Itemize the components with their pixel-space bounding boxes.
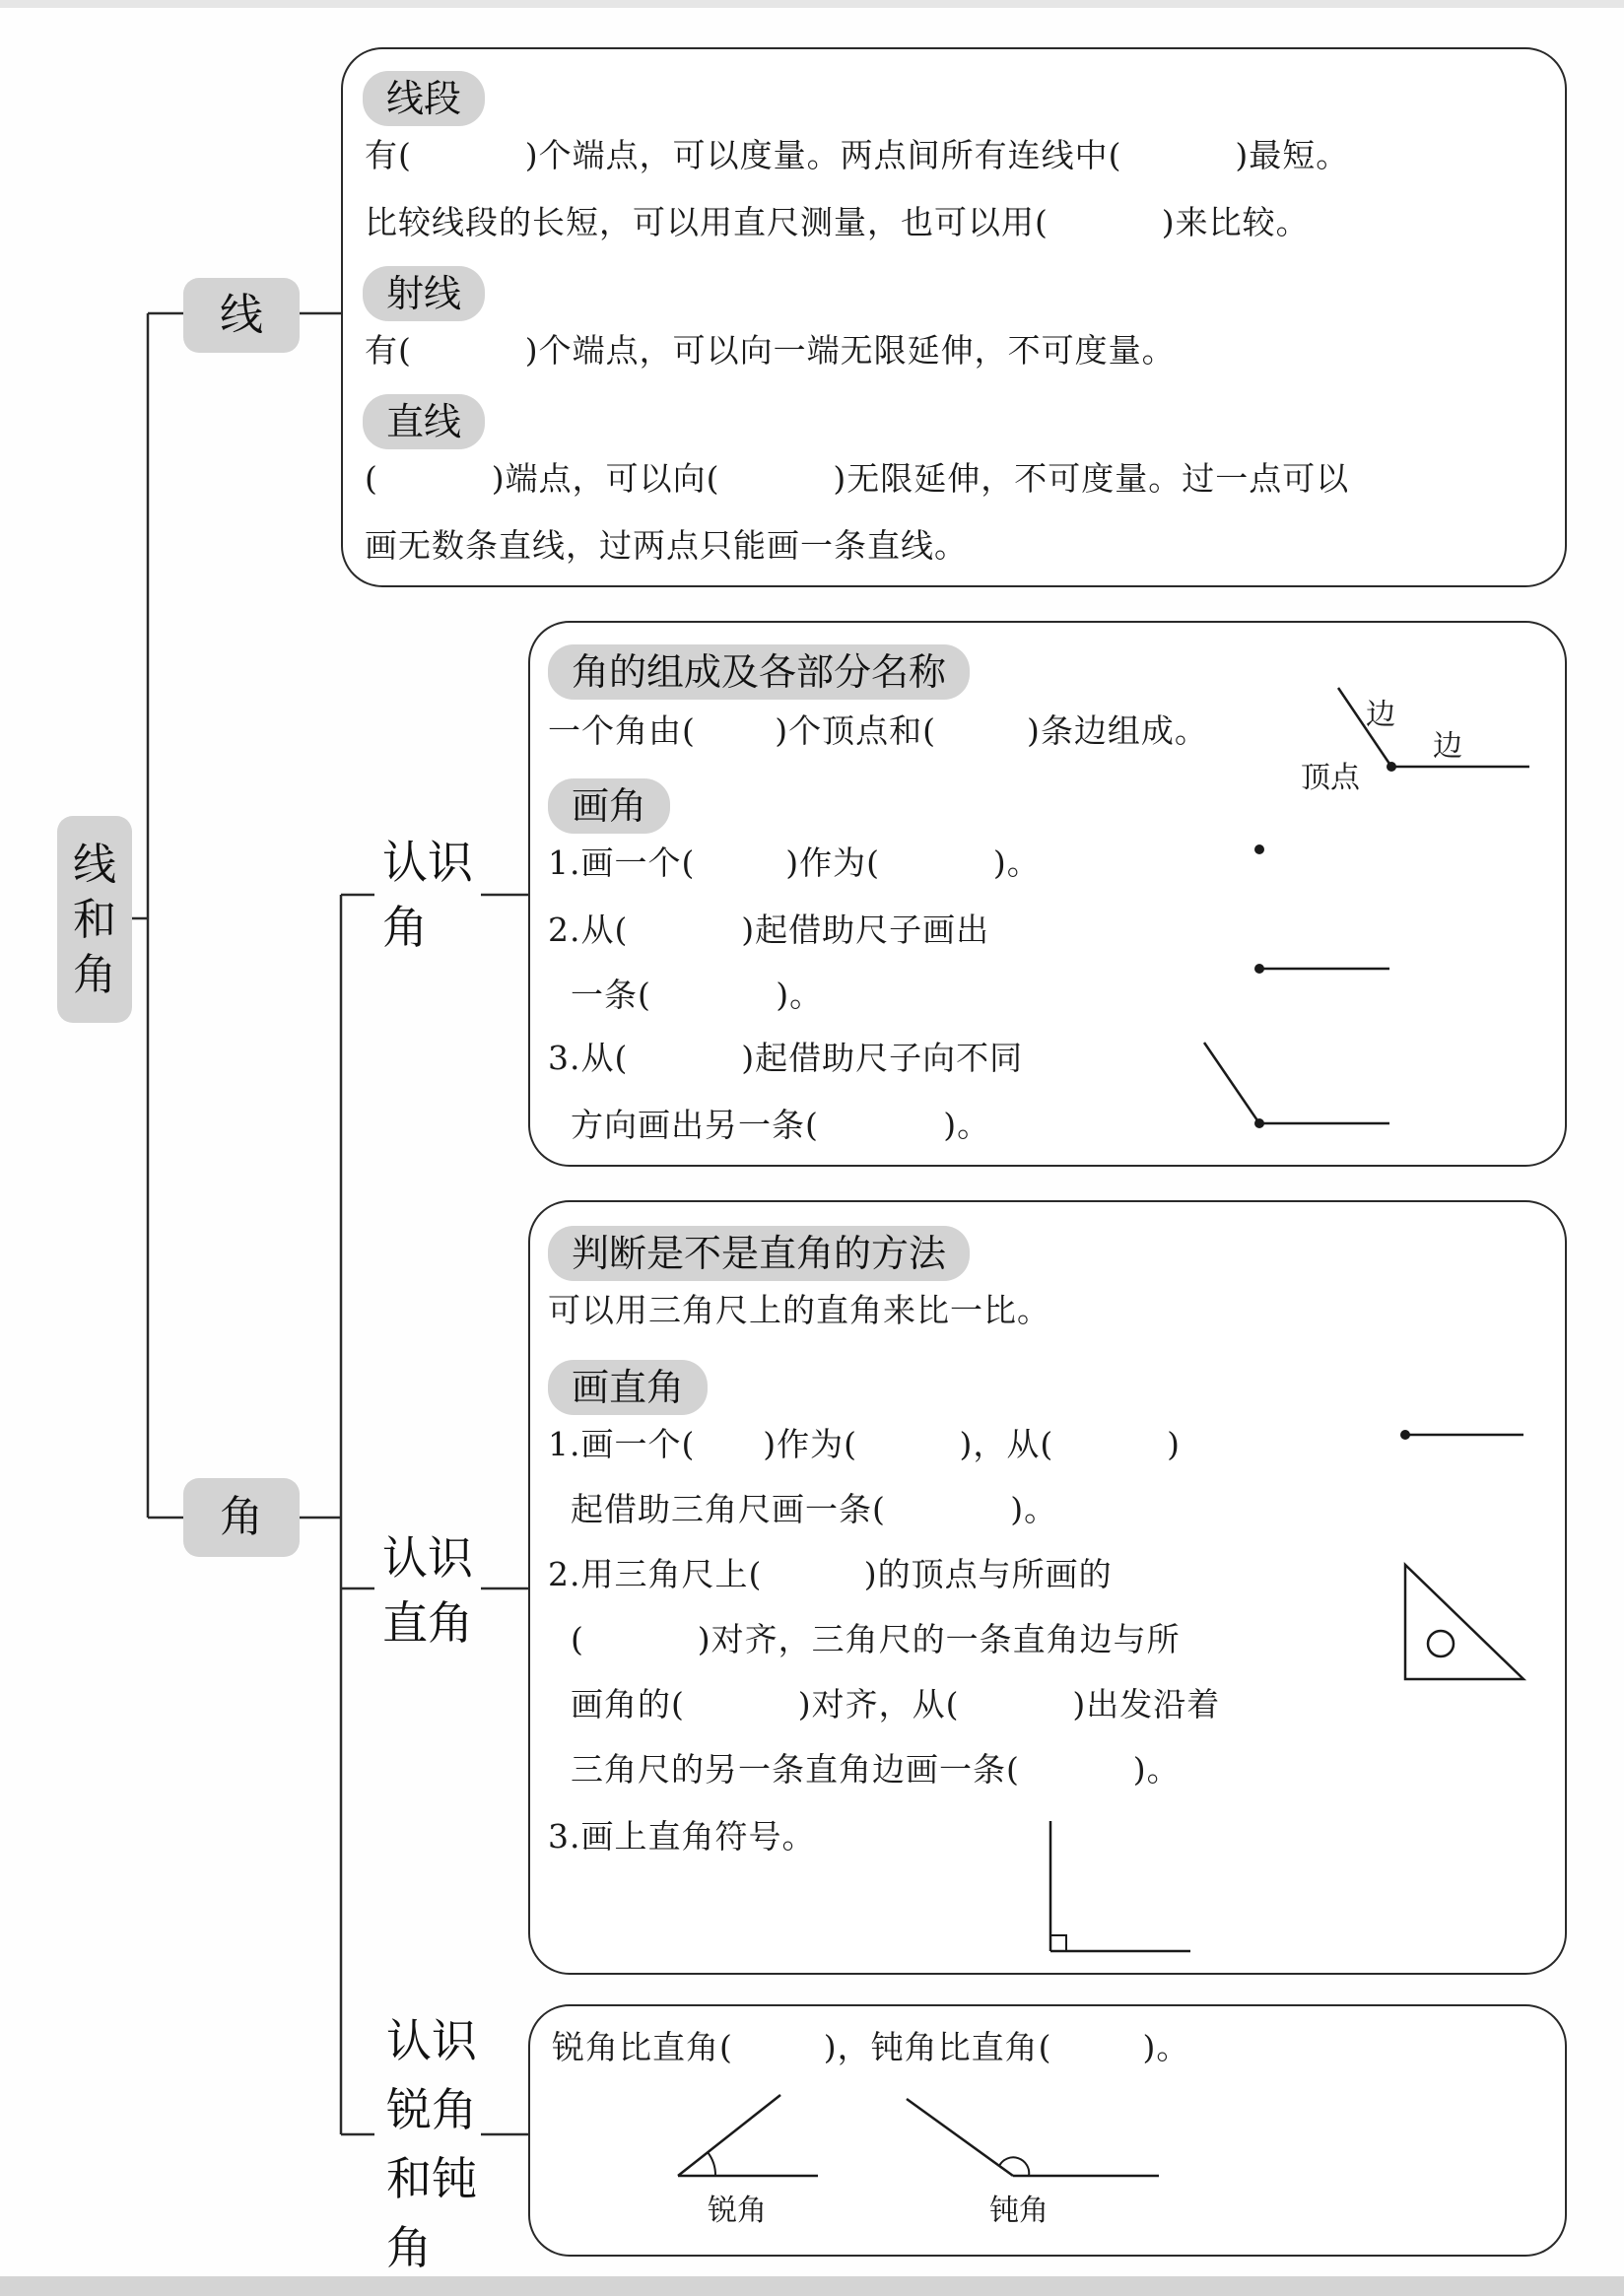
segment-line-1: 有( )个端点，可以度量。两点间所有连线中( )最短。 — [365, 136, 1350, 174]
draw-angle-tag: 画角 — [548, 778, 670, 834]
segment-line-2: 比较线段的长短，可以用直尺测量，也可以用( )来比较。 — [365, 203, 1310, 241]
draw-right-step-1b: 起借助三角尺画一条( )。 — [548, 1490, 1058, 1528]
draw-right-angle-tag: 画直角 — [548, 1360, 708, 1415]
draw-right-step-2b: ( )对齐，三角尺的一条直角边与所 — [548, 1620, 1181, 1658]
acute-obtuse-text: 锐角比直角( )，钝角比直角( )。 — [552, 2028, 1190, 2066]
obtuse-label: 钝角 — [989, 2194, 1049, 2228]
know-acute-obtuse-label: 认识 锐角 和钝 角 — [386, 2014, 477, 2274]
root-node — [57, 816, 132, 1023]
line-node-label: 线 — [220, 290, 263, 340]
ray-line-1: 有( )个端点，可以向一端无限延伸，不可度量。 — [365, 331, 1176, 370]
draw-angle-step-3b: 方向画出另一条( )。 — [548, 1106, 991, 1144]
draw-angle-step-diagrams — [1192, 828, 1409, 1143]
angle-vertex-label: 顶点 — [1301, 761, 1360, 795]
judge-right-angle-text: 可以用三角尺上的直角来比一比。 — [548, 1291, 1050, 1329]
draw-right-step-2: 2.用三角尺上( )的顶点与所画的 — [548, 1555, 1113, 1593]
draw-right-step-3: 3.画上直角符号。 — [548, 1817, 816, 1856]
line-node — [183, 278, 300, 353]
know-angle-label: 认识 角 — [382, 836, 473, 954]
angle-parts-text: 一个角由( )个顶点和( )条边组成。 — [548, 711, 1208, 750]
straight-line-1: ( )端点，可以向( )无限延伸，不可度量。过一点可以 — [365, 459, 1350, 498]
draw-angle-step-2: 2.从( )起借助尺子画出 — [548, 911, 990, 949]
page-bottom-edge — [0, 2276, 1624, 2296]
draw-angle-step-1: 1.画一个( )作为( )。 — [548, 844, 1041, 882]
ray-tag: 射线 — [363, 266, 485, 321]
line-types-box — [341, 47, 1567, 587]
acute-label: 锐角 — [708, 2194, 767, 2228]
acute-obtuse-diagrams — [670, 2089, 1183, 2178]
angle-node — [183, 1478, 300, 1557]
draw-angle-step-3: 3.从( )起借助尺子向不同 — [548, 1039, 1024, 1077]
angle-side-label-a: 边 — [1366, 698, 1395, 732]
right-angle-diagrams — [1015, 1419, 1547, 1961]
straight-line-2: 画无数条直线，过两点只能画一条直线。 — [365, 526, 968, 565]
draw-right-step-2c: 画角的( )对齐，从( )出发沿着 — [548, 1685, 1221, 1723]
draw-right-step-2d: 三角尺的另一条直角边画一条( )。 — [548, 1750, 1181, 1789]
angle-node-label: 角 — [220, 1492, 263, 1542]
know-right-angle-label: 认识 直角 — [382, 1531, 473, 1650]
judge-right-angle-tag: 判断是不是直角的方法 — [548, 1226, 970, 1281]
angle-parts-tag: 角的组成及各部分名称 — [548, 644, 970, 700]
draw-right-step-1: 1.画一个( )作为( )，从( ) — [548, 1425, 1181, 1463]
angle-side-label-b: 边 — [1433, 729, 1462, 764]
root-label: 线和角 — [73, 840, 116, 1000]
segment-tag: 线段 — [363, 71, 485, 126]
draw-angle-step-2b: 一条( )。 — [548, 976, 824, 1014]
straight-tag: 直线 — [363, 394, 485, 449]
